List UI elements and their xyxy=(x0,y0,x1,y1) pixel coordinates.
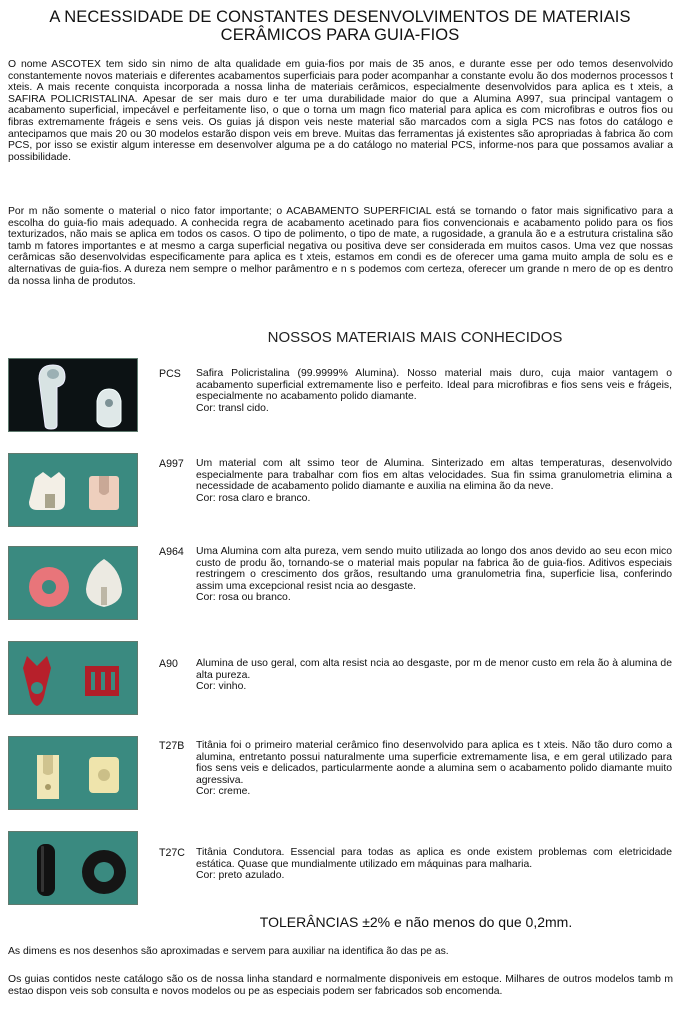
material-description: Titânia foi o primeiro material cerâmico fino desenvolvido para aplica es t xteis. Não tão duro como a alumina, entretanto possui naturalmente uma superficie extremamente lisa, e em geral utilizado para fios sens veis e delicados, particularmente aonde a alumina sem o acabamento polido diamante muito agressiva. xyxy=(196,740,672,786)
material-desc-a964 xyxy=(196,546,672,604)
material-color: Cor: creme. xyxy=(196,786,251,798)
pink-ring-guide-icon xyxy=(9,547,138,620)
material-color: Cor: transl cido. xyxy=(196,402,269,414)
material-code-pcs: PCS xyxy=(159,368,181,380)
material-photo-pcs xyxy=(8,358,138,432)
material-code-t27b: T27B xyxy=(159,740,185,752)
material-description: Um material com alt ssimo teor de Alumina. Sinterizado em altas temperaturas, desenvolvido especialmente para trabalhar com fios em altas velocidades. Sua fin ssima granulometria elimina a necessidade de acabamento polido diamante e auxilia na elimina ão da neve. xyxy=(196,458,672,493)
material-description: Alumina de uso geral, com alta resist ncia ao desgaste, por m de menor custo em rela ão à alumina de alta pureza. xyxy=(196,658,672,681)
material-desc-pcs xyxy=(196,368,672,414)
material-desc-t27b xyxy=(196,740,672,798)
material-description: Titânia Condutora. Essencial para todas as aplica es onde existem problemas com eletricidade estática. Quase que mundialmente utilizado em máquinas para malharia. xyxy=(196,847,672,870)
material-desc-a90 xyxy=(196,658,672,693)
footer-paragraph-2: Os guias contidos neste catálogo são os de nossa linha standard e normalmente disponiveis em estoque. Milhares de outros modelos tamb m estao dispon veis sob consulta e novos modelos ou pe as especiais podem ser fabricados sob encomenda. xyxy=(8,974,673,997)
material-photo-a997 xyxy=(8,453,138,527)
cream-guide-icon xyxy=(9,737,138,810)
white-pink-guide-icon xyxy=(9,454,138,527)
intro-paragraph-1: O nome ASCOTEX tem sido sin nimo de alta qualidade em guia-fios por mais de 35 anos, e durante esse per odo temos desenvolvido constantemente novos materiais e diferentes acabamentos superficiais para poder acompanhar a constante evolu ão dos modernos processos t xteis. A mais recente conquista incorporada a nossa linha de materiais cerâmicos, especialmente desenvolvidos para aplica es t xteis, a SAFIRA POLICRISTALINA. Apesar de ser mais duro e ter uma durabilidade maior do que a Alumina A997, sua principal vantagem o acabamento superficial, impecável e perfeitamente liso, o que o torna um magn fico material para aplica es com microfibras e outros fios ou fibras extremamente frágeis e sens veis. Os guias já dispon veis neste material são marcados com a sigla PCS nas fotos do catálogo e antecipamos que mais 20 ou 30 modelos estarão dispon veis em breve. Muitas das ferramentas já existentes são apropriadas à fabrica ão com PCS, por isso se existir algum interesse em desenvolver alguma pe a do catálogo no material PCS, informe-nos para que possamos avaliar a possibilidade. xyxy=(8,59,673,163)
material-desc-t27c xyxy=(196,847,672,882)
materials-heading: NOSSOS MATERIAIS MAIS CONHECIDOS xyxy=(267,329,563,346)
material-color: Cor: vinho. xyxy=(196,681,247,693)
material-photo-a90 xyxy=(8,641,138,715)
material-description: Uma Alumina com alta pureza, vem sendo muito utilizada ao longo dos anos devido ao seu econ mico custo de produ ão, tornando-se o material mais popular na fabrica ão de guia-fios. Aditivos especiais restringem o crescimento dos grãos, resultando uma granulometria fina, superficie lisa, conferindo assim uma excepcional resist ncia ao desgaste. xyxy=(196,546,672,592)
material-code-a90: A90 xyxy=(159,658,178,670)
page-title: A NECESSIDADE DE CONSTANTES DESENVOLVIMENTOS DE MATERIAIS CERÂMICOS PARA GUIA-FIOS xyxy=(49,8,631,44)
wine-red-guide-icon xyxy=(9,642,138,715)
tolerances-note: TOLERÂNCIAS ±2% e não menos do que 0,2mm. xyxy=(259,914,573,930)
material-desc-a997 xyxy=(196,458,672,504)
black-tube-ring-icon xyxy=(9,832,138,905)
material-code-t27c: T27C xyxy=(159,847,185,859)
footer-paragraph-1: As dimens es nos desenhos são aproximadas e servem para auxiliar na identifica ão das pe as. xyxy=(8,946,449,957)
material-code-a964: A964 xyxy=(159,546,184,558)
material-color: Cor: rosa claro e branco. xyxy=(196,492,311,504)
material-color: Cor: rosa ou branco. xyxy=(196,592,291,604)
material-photo-a964 xyxy=(8,546,138,620)
material-color: Cor: preto azulado. xyxy=(196,870,285,882)
translucent-guide-icon xyxy=(9,359,138,432)
material-code-a997: A997 xyxy=(159,458,184,470)
intro-paragraph-2: Por m não somente o material o nico fator importante; o ACABAMENTO SUPERFICIAL está se tornando o fator mais significativo para a escolha do guia-fio mais adequado. A conhecida regra de acabamento acetinado para fios convencionais e acabamento polido para os fios texturizados, não mais se aplica em todos os casos. O tipo de polimento, o tipo de mate, a rugosidade, a granula ão e a estrutura cristalina são tamb m fatores importantes e at mesmo a carga superficial negativa ou positiva deve ser considerada em muitos casos. Uma vez que nossas cerâmicas são desenvolvidas especificamente para aplica es t xteis, estamos em condi es de oferecer uma gama muito ampla de solu es e alternativas de guia-fios. A dureza nem sempre o melhor parâmentro e n s podemos com certeza, oferecer um grande n mero de op es dentro da nossa linha de produtos. xyxy=(8,206,673,287)
material-photo-t27b xyxy=(8,736,138,810)
material-description: Safira Policristalina (99.9999% Alumina). Nosso material mais duro, cuja maior vantagem o acabamento superficial extremamente liso e perfeito. Ideal para microfibras e fios sens veis e frágeis, especialmente no acabamento polido diamante. xyxy=(196,368,672,403)
material-photo-t27c xyxy=(8,831,138,905)
